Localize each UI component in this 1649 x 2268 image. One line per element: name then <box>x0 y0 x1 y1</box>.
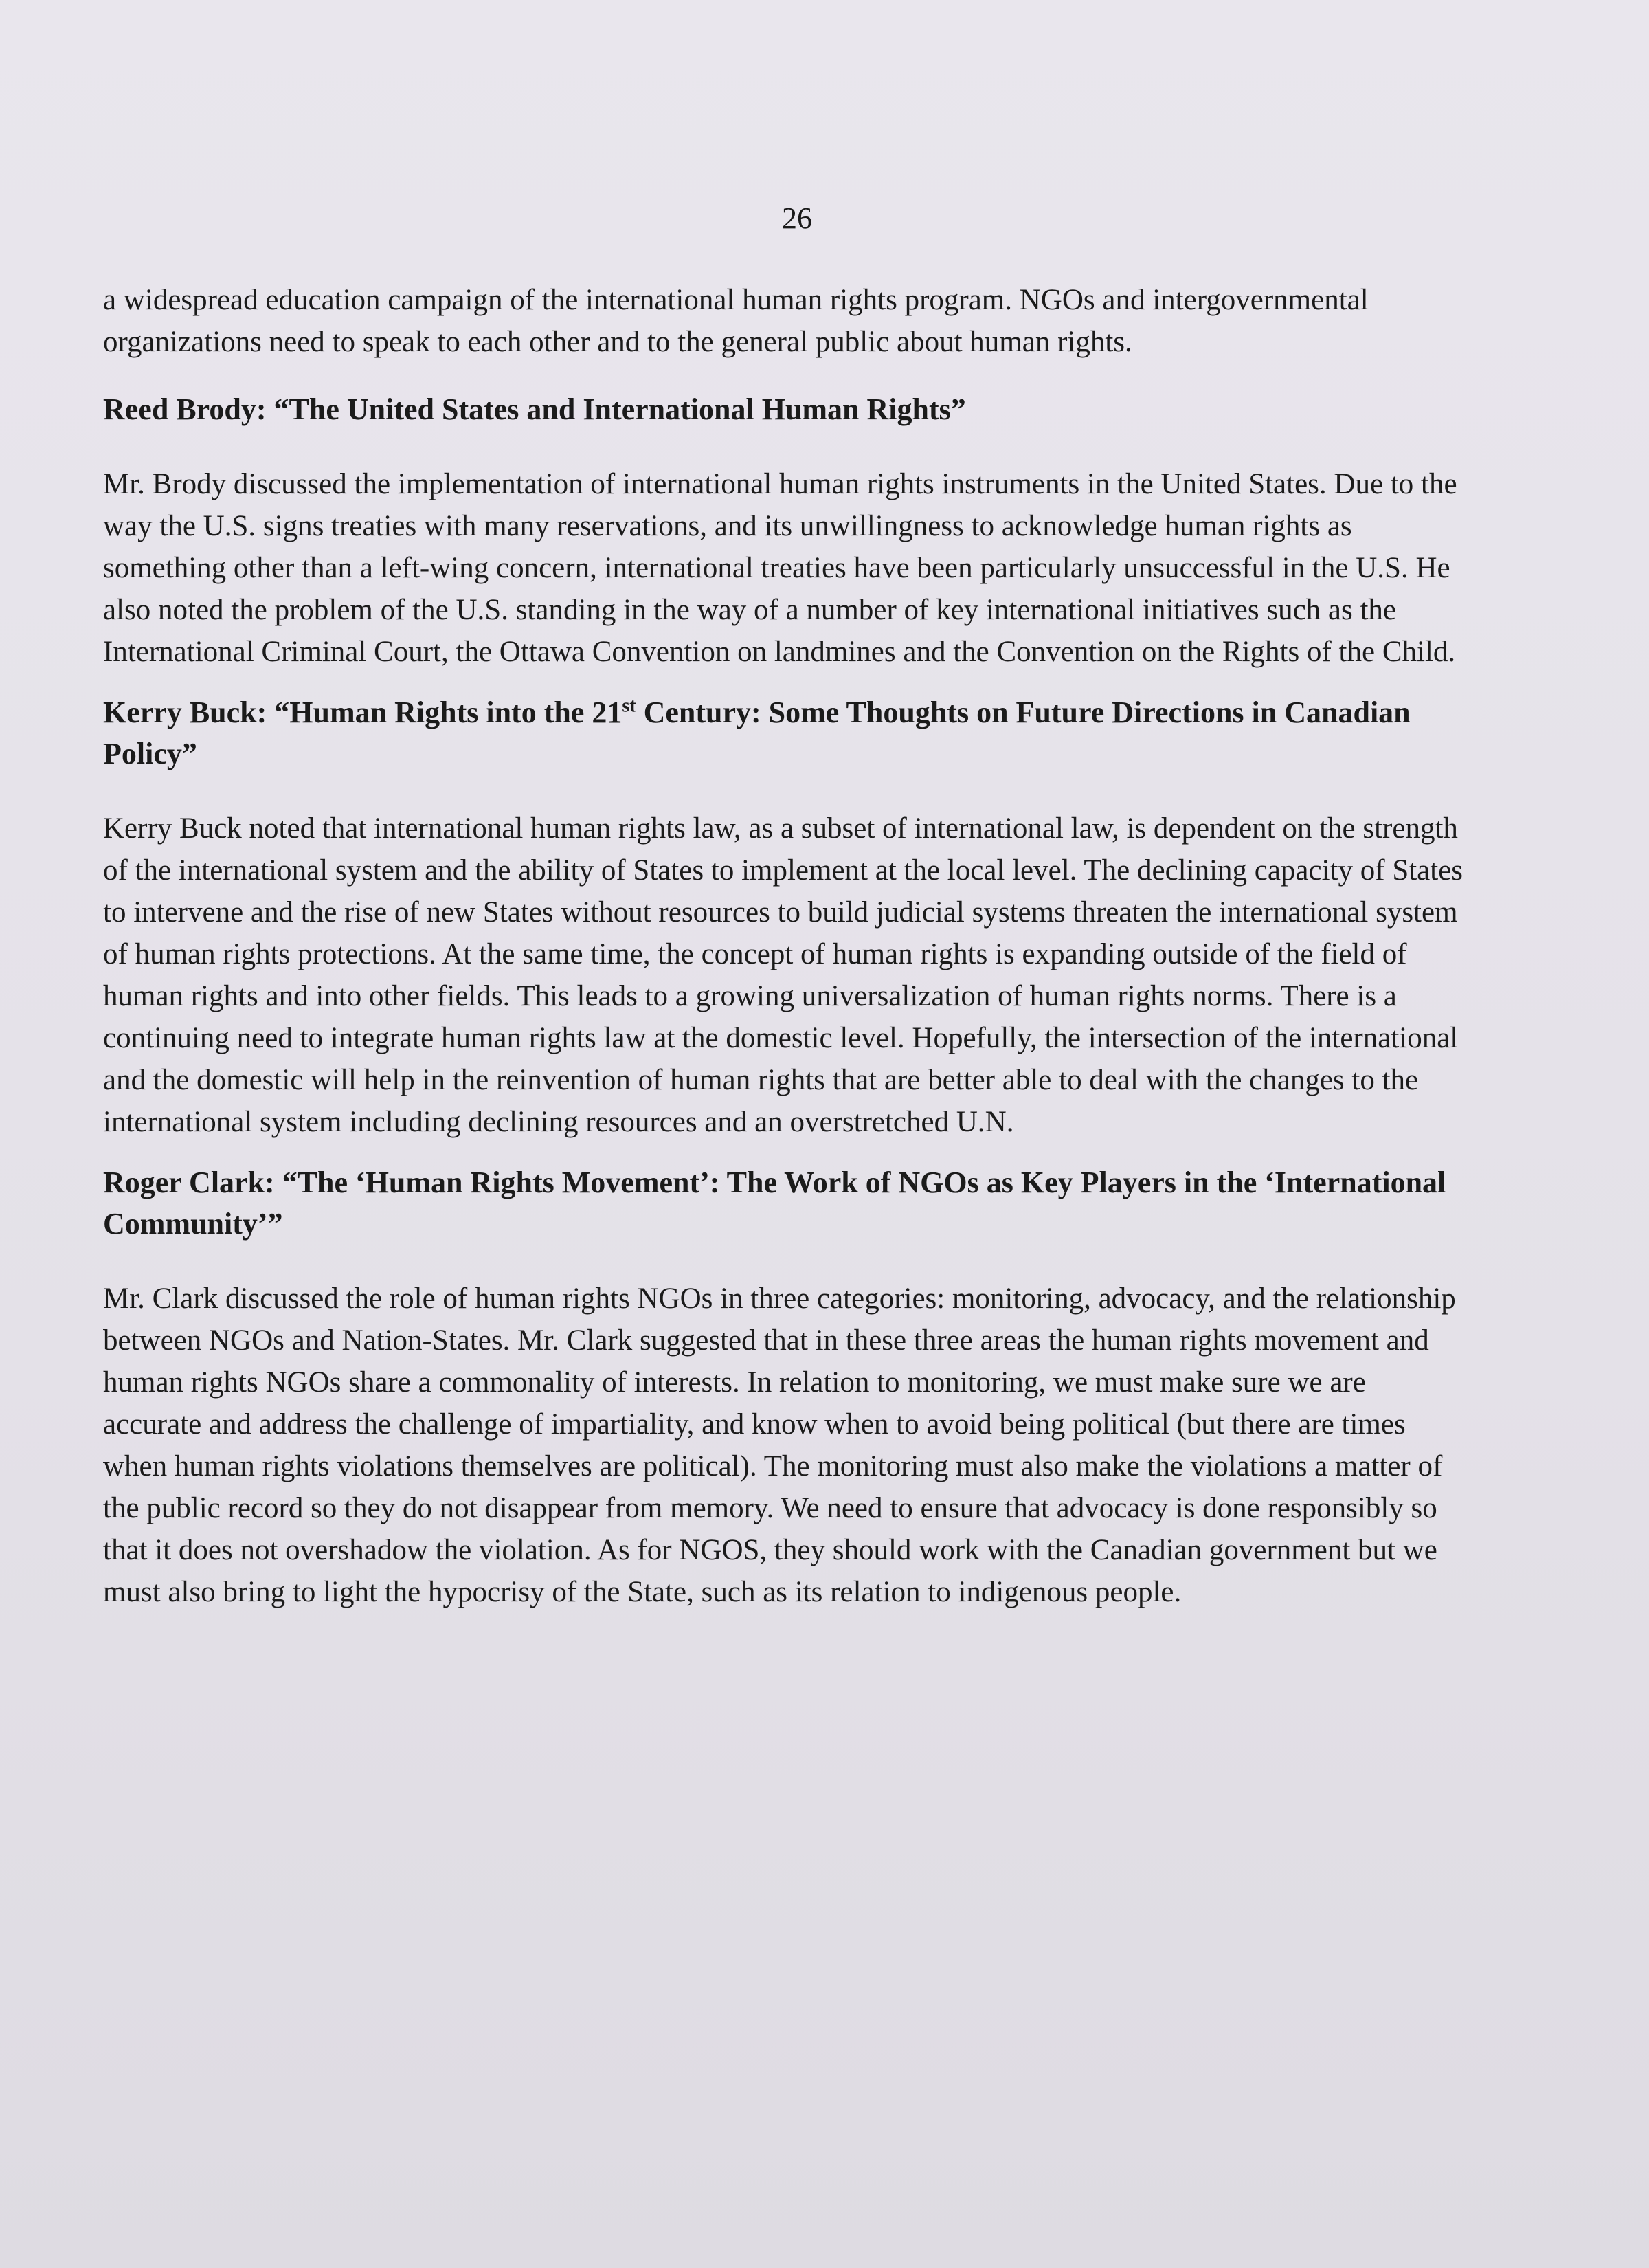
section-body-clark: Mr. Clark discussed the role of human rights NGOs in three categories: monitoring, advocacy, and the relationship between NGOs and Nation-States. Mr. Clark suggested that in these three areas the human rights movement and human rights NGOs share a commonality of interests. In relation to monitoring, we must make sure we are accurate and address the challenge of impartiality, and know when to avoid being political (but there are times when human rights violations themselves are political). The monitoring must also make the violations a matter of the public record so they do not disappear from memory. We need to ensure that advocacy is done responsibly so that it does not overshadow the violation. As for NGOS, they should work with the Canadian government but we must also bring to light the hypocrisy of the State, such as its relation to indigenous people. <box>103 1282 1456 1608</box>
section-body-brody: Mr. Brody discussed the implementation of international human rights instruments in the United States. Due to the way the U.S. signs treaties with many reservations, and its unwillingness to acknowledge human rights as something other than a left-wing concern, international treaties have been particularly unsuccessful in the U.S. He also noted the problem of the U.S. standing in the way of a number of key international initiatives such as the International Criminal Court, the Ottawa Convention on landmines and the Convention on the Rights of the Child. <box>103 468 1457 668</box>
heading-text-part: Century: Some Thoughts on Future Directions in Canadian Policy” <box>103 696 1411 770</box>
page-body <box>103 279 1470 1613</box>
intro-paragraph: a widespread education campaign of the international human rights program. NGOs and intergovernmental organizations need to speak to each other and to the general public about human rights. <box>103 284 1369 358</box>
section-heading-buck <box>103 692 1470 775</box>
heading-text-part: Kerry Buck: “Human Rights into the 21 <box>103 696 622 729</box>
section-body-buck: Kerry Buck noted that international human rights law, as a subset of international law, is dependent on the strength of the international system and the ability of States to implement at the local level. The declining capacity of States to intervene and the rise of new States without resources to build judicial systems threaten the international system of human rights protections. At the same time, the concept of human rights is expanding outside of the field of human rights and into other fields. This leads to a growing universalization of human rights norms. There is a continuing need to integrate human rights law at the domestic level. Hopefully, the intersection of the international and the domestic will help in the reinvention of human rights that are better able to deal with the changes to the international system including declining resources and an overstretched U.N. <box>103 812 1463 1138</box>
ordinal-superscript: st <box>622 695 636 717</box>
section-heading-brody: Reed Brody: “The United States and International Human Rights” <box>103 392 966 426</box>
page-number: 26 <box>782 201 812 235</box>
section-heading-clark: Roger Clark: “The ‘Human Rights Movement’: The Work of NGOs as Key Players in the ‘International Community’” <box>103 1166 1446 1241</box>
